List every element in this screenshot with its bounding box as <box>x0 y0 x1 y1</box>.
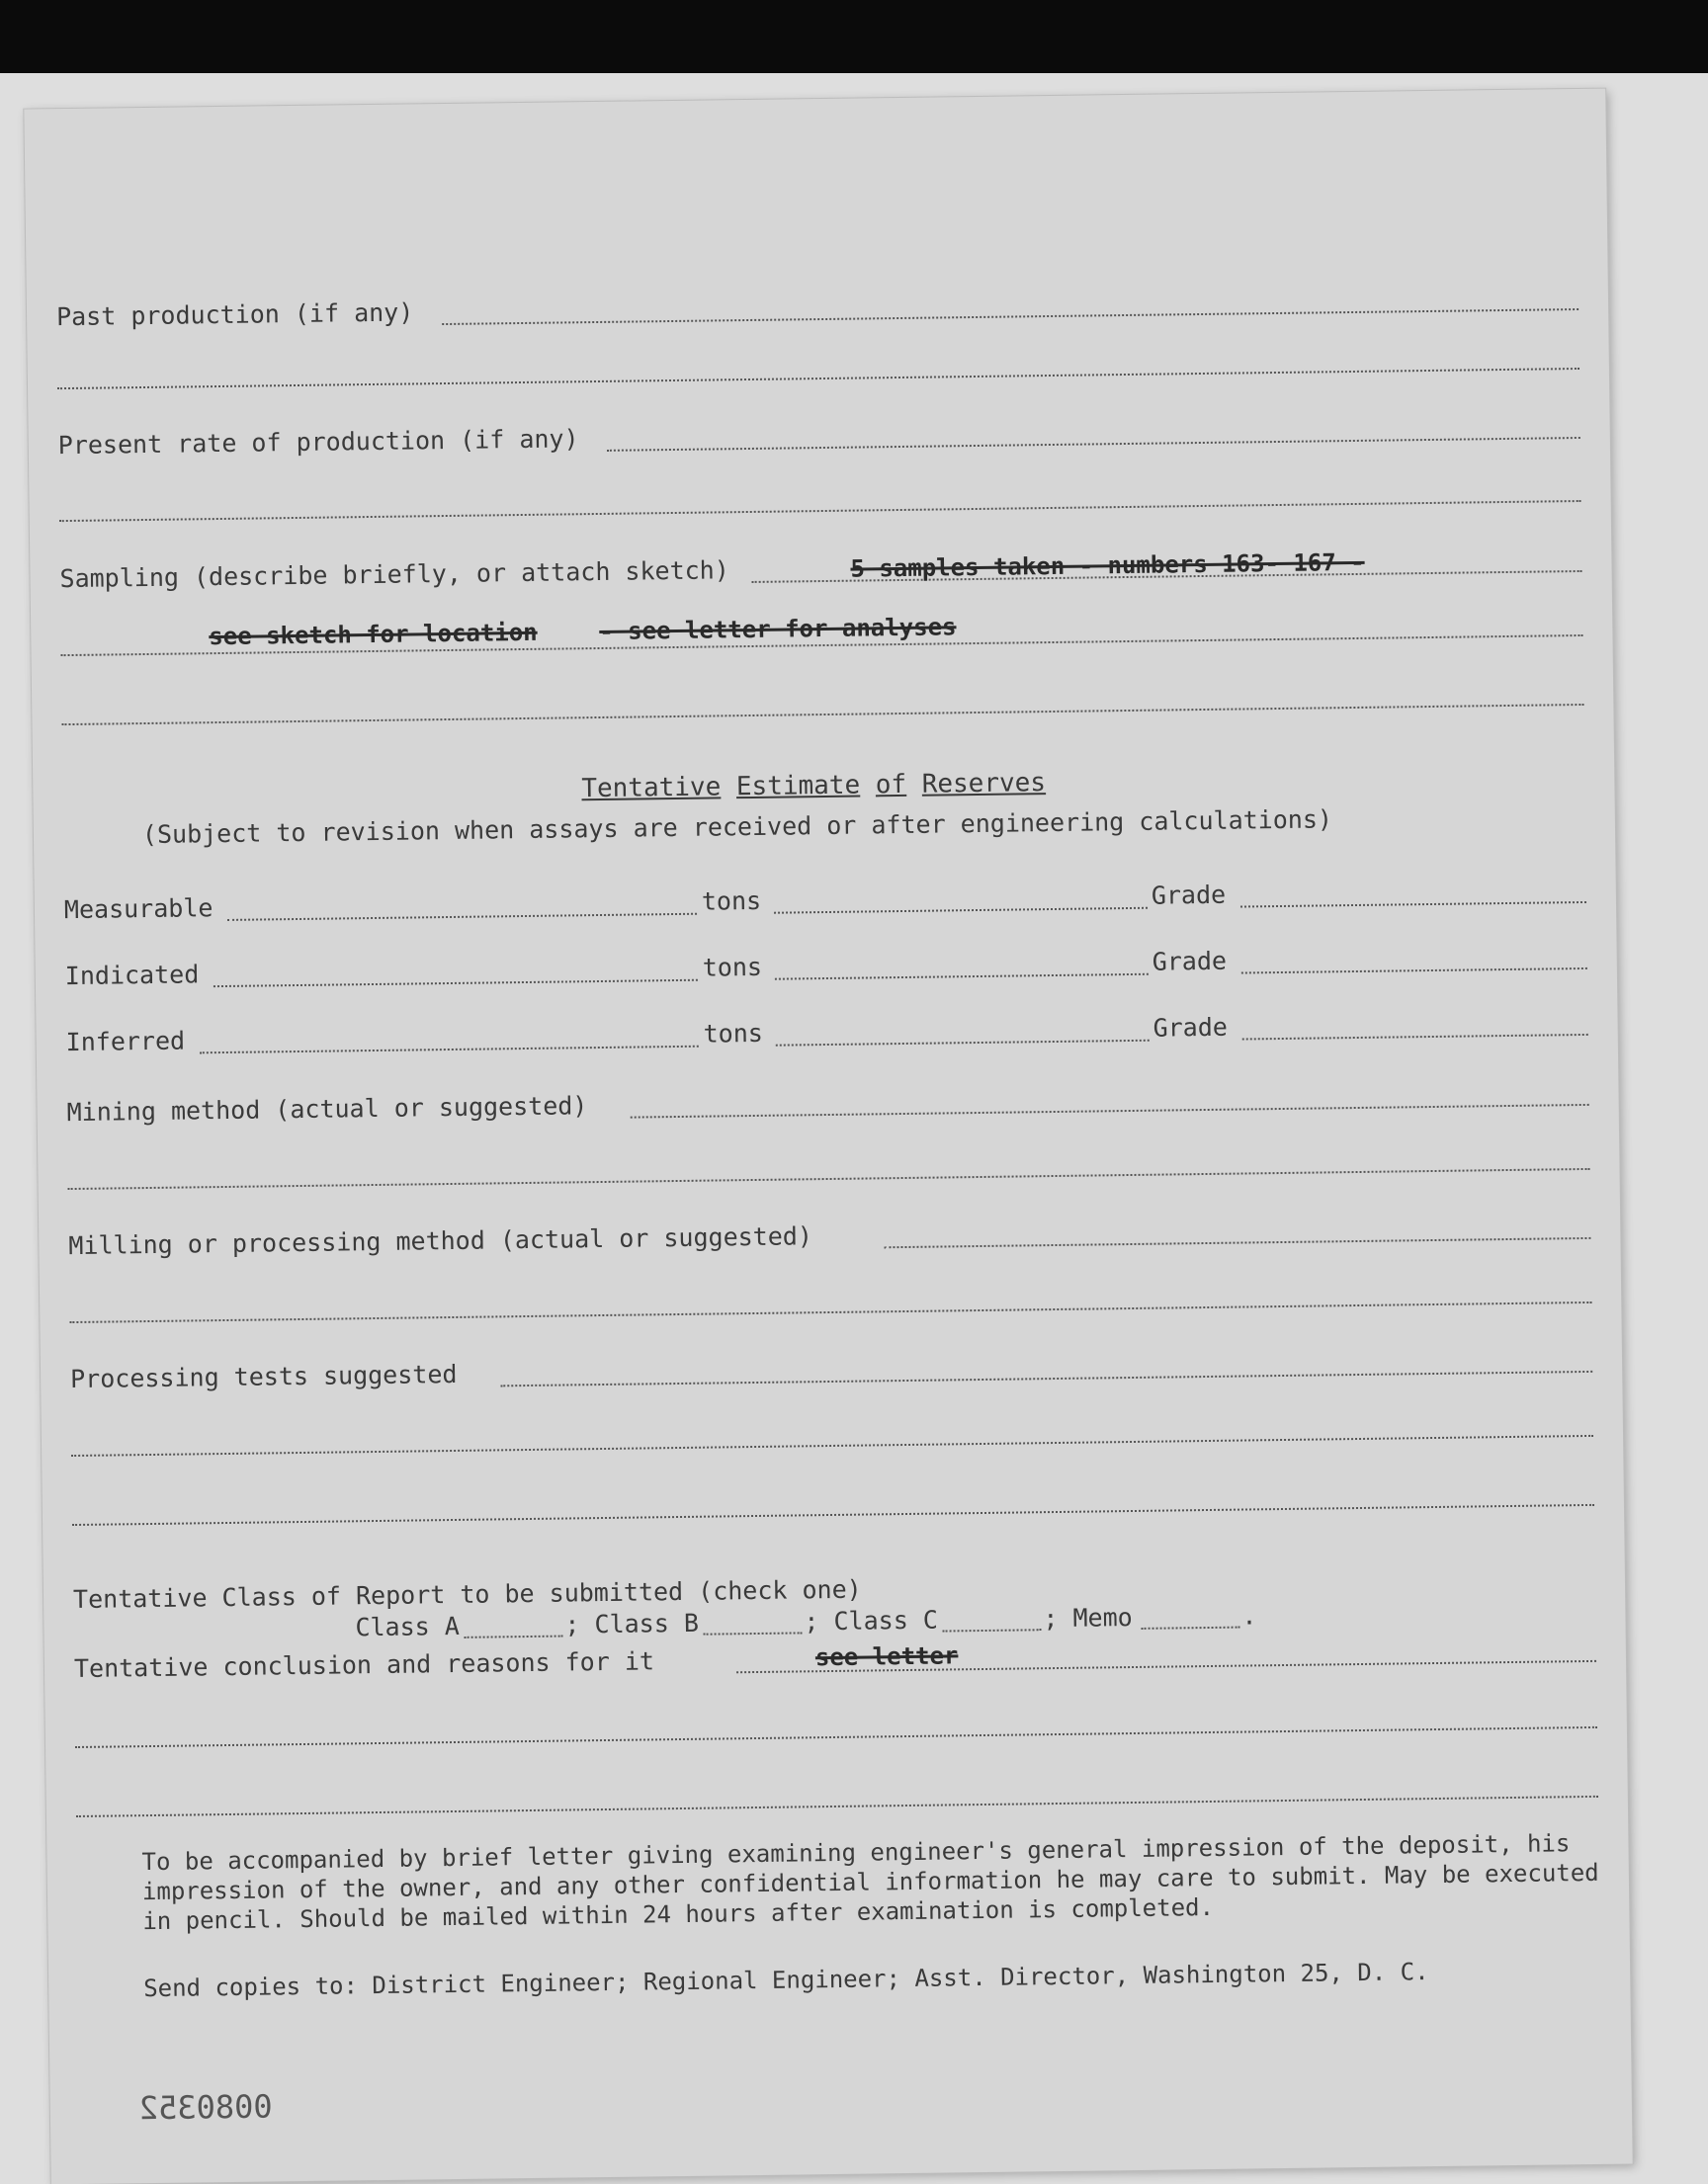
inferred-tons-line[interactable] <box>776 1040 1150 1047</box>
reserves-title-word: Tentative <box>581 772 722 804</box>
reserves-title-word: Reserves <box>921 768 1047 799</box>
class-c-label: ; Class C <box>804 1605 939 1637</box>
reserve-label-indicated: Indicated <box>64 960 200 991</box>
past-production-line-2[interactable] <box>57 368 1580 389</box>
processing-tests-label: Processing tests suggested <box>69 1359 458 1394</box>
indicated-value-line[interactable] <box>214 979 698 987</box>
class-b-checkbox-line[interactable] <box>704 1632 803 1635</box>
past-production-line[interactable] <box>442 308 1579 325</box>
processing-tests-line-3[interactable] <box>72 1504 1594 1526</box>
sampling-entry-location: see sketch for location <box>209 618 538 651</box>
memo-period: . <box>1241 1601 1257 1631</box>
reserve-tons-label: tons <box>701 885 762 916</box>
conclusion-line-2[interactable] <box>75 1726 1597 1748</box>
present-rate-label: Present rate of production (if any) <box>57 424 579 461</box>
measurable-value-line[interactable] <box>227 913 697 921</box>
reserve-label-measurable: Measurable <box>63 893 214 925</box>
sampling-entry-analyses: - see letter for analyses <box>599 613 957 645</box>
reserve-tons-label: tons <box>703 1018 764 1049</box>
reserve-grade-label: Grade <box>1153 1012 1229 1043</box>
memo-label: ; Memo <box>1043 1603 1133 1634</box>
past-production-label: Past production (if any) <box>55 297 414 332</box>
conclusion-entry: see letter <box>814 1641 959 1672</box>
document-stamp-number: 0080352 <box>138 2087 273 2128</box>
reserves-title-word: of <box>875 769 907 800</box>
send-copies-line: Send copies to: District Engineer; Regional Engineer; Asst. Director, Washington 25, D. C. <box>143 1958 1429 2003</box>
measurable-tons-line[interactable] <box>774 907 1148 914</box>
present-rate-line[interactable] <box>607 437 1580 452</box>
processing-tests-line-2[interactable] <box>71 1435 1593 1457</box>
class-b-label: ; Class B <box>564 1608 700 1639</box>
sampling-entry: 5 samples taken - numbers 163- 167 - <box>850 547 1365 583</box>
measurable-grade-line[interactable] <box>1240 901 1586 908</box>
reserves-title-word: Estimate <box>735 770 861 802</box>
conclusion-label: Tentative conclusion and reasons for it <box>73 1646 655 1684</box>
reserves-title <box>581 768 1046 803</box>
class-report-label: Tentative Class of Report to be submitted (check one) <box>72 1574 862 1615</box>
mining-method-label: Mining method (actual or suggested) <box>66 1091 588 1128</box>
reserve-tons-label: tons <box>702 952 763 982</box>
class-a-checkbox-line[interactable] <box>465 1636 563 1638</box>
reserve-grade-label: Grade <box>1152 946 1228 976</box>
milling-method-line[interactable] <box>884 1237 1590 1248</box>
milling-method-label: Milling or processing method (actual or suggested) <box>68 1221 813 1261</box>
mining-method-line[interactable] <box>631 1104 1589 1119</box>
inferred-value-line[interactable] <box>200 1046 699 1054</box>
instructions-paragraph: To be accompanied by brief letter giving examining engineer's general impression of the deposit, his impression of the owner, and any other confidential information he may care to submit. May be executed in pencil. Should be mailed within 24 hours after examination is completed. <box>141 1829 1599 1936</box>
mining-method-line-2[interactable] <box>68 1168 1590 1190</box>
indicated-grade-line[interactable] <box>1241 967 1587 974</box>
memo-checkbox-line[interactable] <box>1142 1627 1240 1630</box>
inferred-grade-line[interactable] <box>1242 1034 1588 1041</box>
reserve-grade-label: Grade <box>1151 880 1227 910</box>
processing-tests-line[interactable] <box>500 1371 1592 1386</box>
sampling-label: Sampling (describe briefly, or attach sketch) <box>59 555 729 594</box>
present-rate-line-2[interactable] <box>59 500 1581 522</box>
class-a-label: Class A <box>355 1611 461 1642</box>
form-page <box>24 89 1632 2184</box>
scanner-top-border <box>0 0 1708 73</box>
indicated-tons-line[interactable] <box>775 973 1149 980</box>
reserve-label-inferred: Inferred <box>65 1026 186 1057</box>
sampling-line-3[interactable] <box>61 704 1583 725</box>
class-c-checkbox-line[interactable] <box>943 1629 1042 1632</box>
conclusion-line-3[interactable] <box>76 1796 1598 1817</box>
reserves-subtitle: (Subject to revision when assays are received or after engineering calculations) <box>141 804 1333 850</box>
milling-method-line-2[interactable] <box>69 1302 1591 1323</box>
